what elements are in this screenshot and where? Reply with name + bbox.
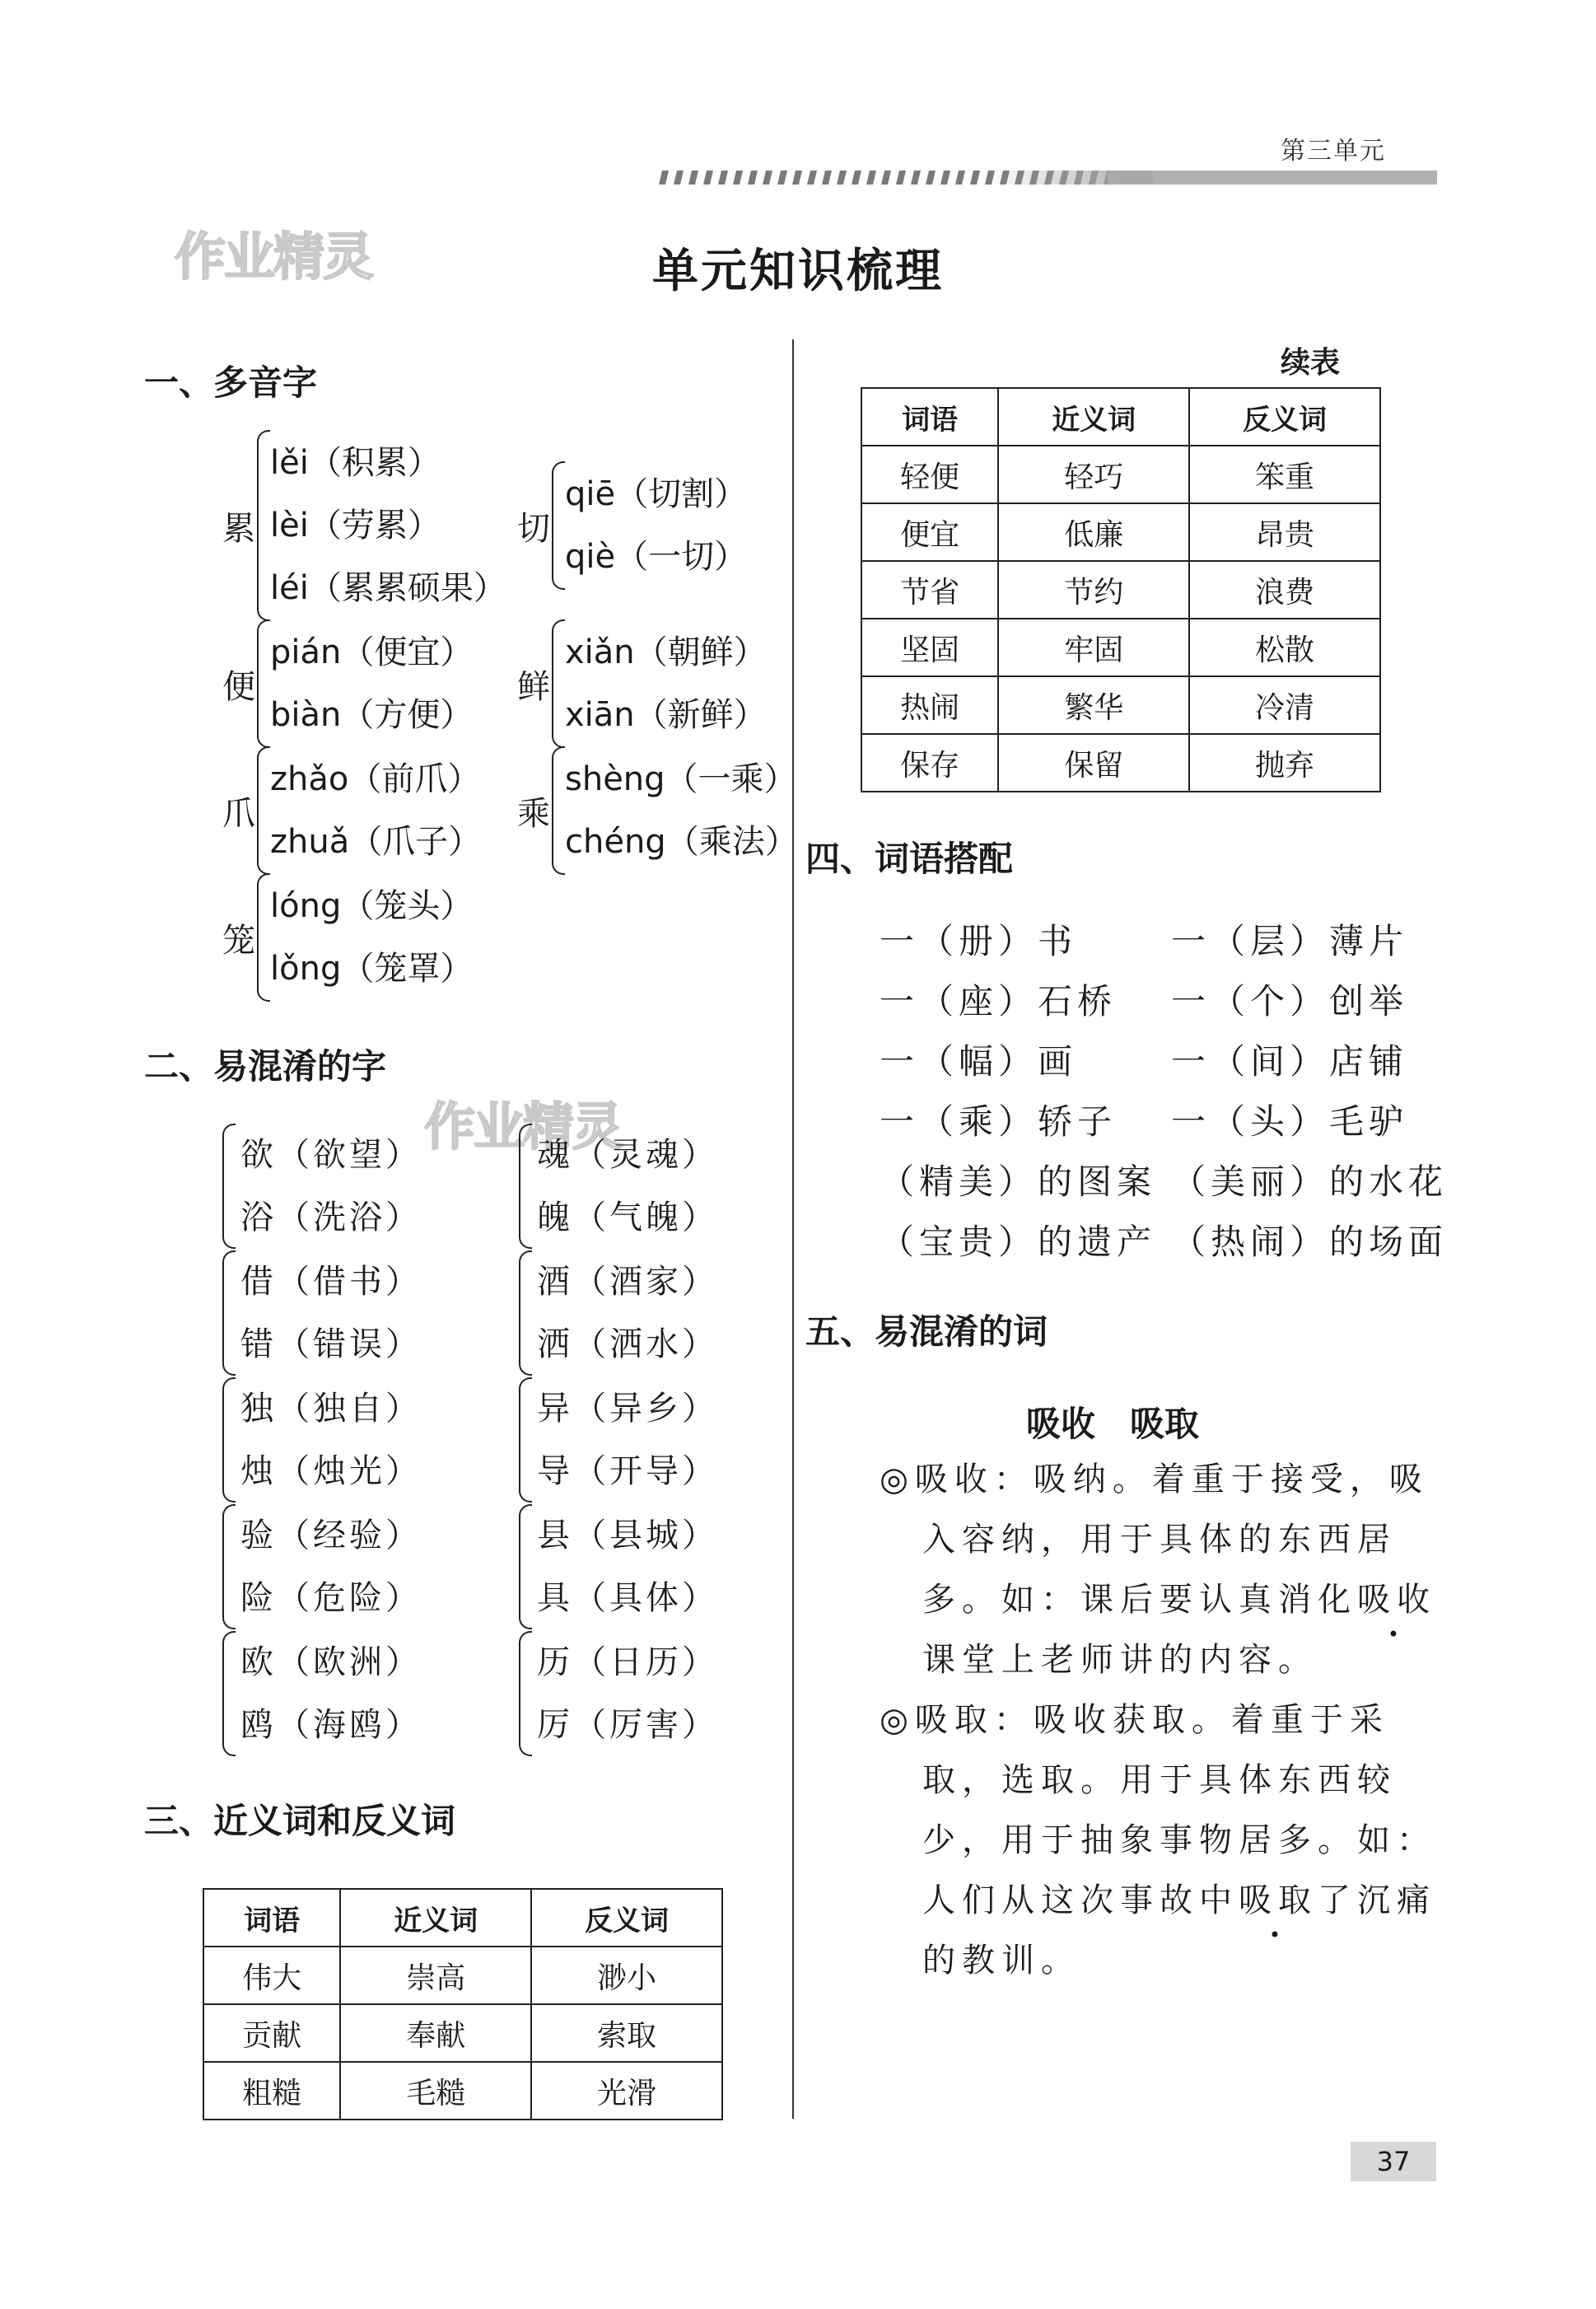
- emphasized-word: 吸取: [1239, 1881, 1318, 1919]
- collocation-item: 一（座）石桥: [880, 981, 1118, 1021]
- table-header: 近义词: [340, 1889, 531, 1947]
- collocation-item: 一（幅）画: [880, 1041, 1078, 1082]
- polyphone-qie: 切 qiē（切割） qiè（一切）: [517, 461, 747, 590]
- collocation-item: 一（乘）轿子: [880, 1101, 1118, 1142]
- section-title-confusing-words: 五、易混淆的词: [805, 1311, 1048, 1352]
- collocation-item: （热闹）的场面: [1171, 1222, 1449, 1262]
- brace: [519, 1124, 532, 1249]
- table-header: 反义词: [531, 1889, 722, 1947]
- definition-xishou: ◎吸收：吸纳。着重于接受，吸 入容纳，用于具体的东西居 多。如：课后要认真消化吸收 课堂上老师讲的内容。: [880, 1461, 1436, 1679]
- page-title: 单元知识梳理: [652, 245, 944, 298]
- collocation-item: （精美）的图案: [880, 1162, 1157, 1202]
- polyphone-cheng: 乘 shèng（一乘） chéng（乘法）: [517, 746, 798, 875]
- brace: [222, 1631, 236, 1756]
- polyphone-zhao: 爪 zhǎo（前爪） zhuǎ（爪子）: [222, 746, 481, 875]
- char-pair: 欲（欲望） 浴（洗浴）: [222, 1124, 422, 1249]
- table-header: 词语: [203, 1889, 340, 1947]
- column-divider: [792, 339, 794, 2119]
- collocation-item: 一（头）毛驴: [1171, 1101, 1409, 1142]
- brace: [257, 873, 270, 1002]
- char-pair: 验（经验） 险（危险）: [222, 1504, 422, 1629]
- brace: [552, 461, 565, 590]
- emphasized-word: 吸收: [1357, 1581, 1436, 1619]
- polyphone-lei: [222, 430, 506, 621]
- char-pair: 魂（灵魂） 魄（气魄）: [519, 1124, 718, 1249]
- table-header: 近义词: [998, 388, 1189, 446]
- watermark: 作业精灵: [175, 227, 373, 287]
- section-title-polyphones: 一、多音字: [144, 362, 318, 403]
- polyphone-xian: 鲜 xiǎn（朝鲜） xiān（新鲜）: [517, 619, 767, 748]
- brace: [222, 1124, 236, 1249]
- section-title-collocations: 四、词语搭配: [805, 839, 1014, 879]
- table-header: 反义词: [1189, 388, 1380, 446]
- brace: [222, 1250, 236, 1376]
- definition-xiqu: ◎吸取：吸收获取。着重于采 取，选取。用于具体东西较 少，用于抽象事物居多。如： 人们从这次事故中吸取了沉痛 的教训。: [880, 1701, 1436, 1979]
- char-pair: 借（借书） 错（错误）: [222, 1250, 422, 1376]
- char-pair: 历（日历） 厉（厉害）: [519, 1631, 718, 1756]
- synonym-table-1: 词语 近义词 反义词 伟大 崇高 渺小 贡献 奉献 索取 粗糙 毛糙 光滑: [203, 1888, 723, 2120]
- brace: [519, 1250, 532, 1376]
- page-number: 37: [1376, 2146, 1411, 2177]
- header-stripe: [659, 171, 1437, 185]
- collocation-item: 一（间）店铺: [1171, 1041, 1409, 1082]
- collocation-item: 一（册）书: [880, 921, 1078, 961]
- table-continued-caption: 续表: [1281, 346, 1341, 380]
- collocation-item: 一（层）薄片: [1171, 921, 1409, 961]
- reading-row: léi（累累硕果）: [270, 569, 506, 607]
- brace: [519, 1377, 532, 1503]
- unit-label: 第三单元: [1281, 137, 1386, 166]
- brace: [552, 619, 565, 748]
- section-title-synonyms-antonyms: 三、近义词和反义词: [144, 1801, 456, 1841]
- char-pair: 欧（欧洲） 鸥（海鸥）: [222, 1631, 422, 1756]
- brace: [519, 1631, 532, 1756]
- brace: [222, 1377, 236, 1503]
- brace: [257, 746, 270, 875]
- brace: [519, 1504, 532, 1629]
- polyphone-long: 笼 lóng（笼头） lǒng（笼罩）: [222, 873, 473, 1002]
- char-pair: 异（异乡） 导（开导）: [519, 1377, 718, 1503]
- word-pair-heading: 吸收 吸取: [1026, 1404, 1200, 1444]
- polyphone-bian: 便 pián（便宜） biàn（方便）: [222, 619, 473, 748]
- table-header: 词语: [861, 388, 998, 446]
- collocation-item: 一（个）创举: [1171, 981, 1409, 1021]
- brace: [552, 746, 565, 875]
- char-pair: 酒（酒家） 洒（洒水）: [519, 1250, 718, 1376]
- polyphone-char: 累: [222, 509, 255, 548]
- reading-row: lěi（积累）: [270, 444, 441, 482]
- collocation-item: （美丽）的水花: [1171, 1162, 1449, 1202]
- reading-row: lèi（劳累）: [270, 507, 441, 545]
- char-pair: 县（县城） 具（具体）: [519, 1504, 718, 1629]
- brace: [257, 430, 270, 621]
- watermark: 作业精灵: [424, 1096, 623, 1157]
- collocation-item: （宝贵）的遗产: [880, 1222, 1157, 1262]
- synonym-table-2: 词语 近义词 反义词 轻便 轻巧 笨重 便宜 低廉 昂贵 节省 节约 浪费 坚固 牢固 松散 热闹 繁华 冷清 保存 保留 抛弃: [861, 387, 1381, 792]
- char-pair: 独（独自） 烛（烛光）: [222, 1377, 422, 1503]
- section-title-confusing-chars: 二、易混淆的字: [144, 1046, 387, 1087]
- brace: [222, 1504, 236, 1629]
- brace: [257, 619, 270, 748]
